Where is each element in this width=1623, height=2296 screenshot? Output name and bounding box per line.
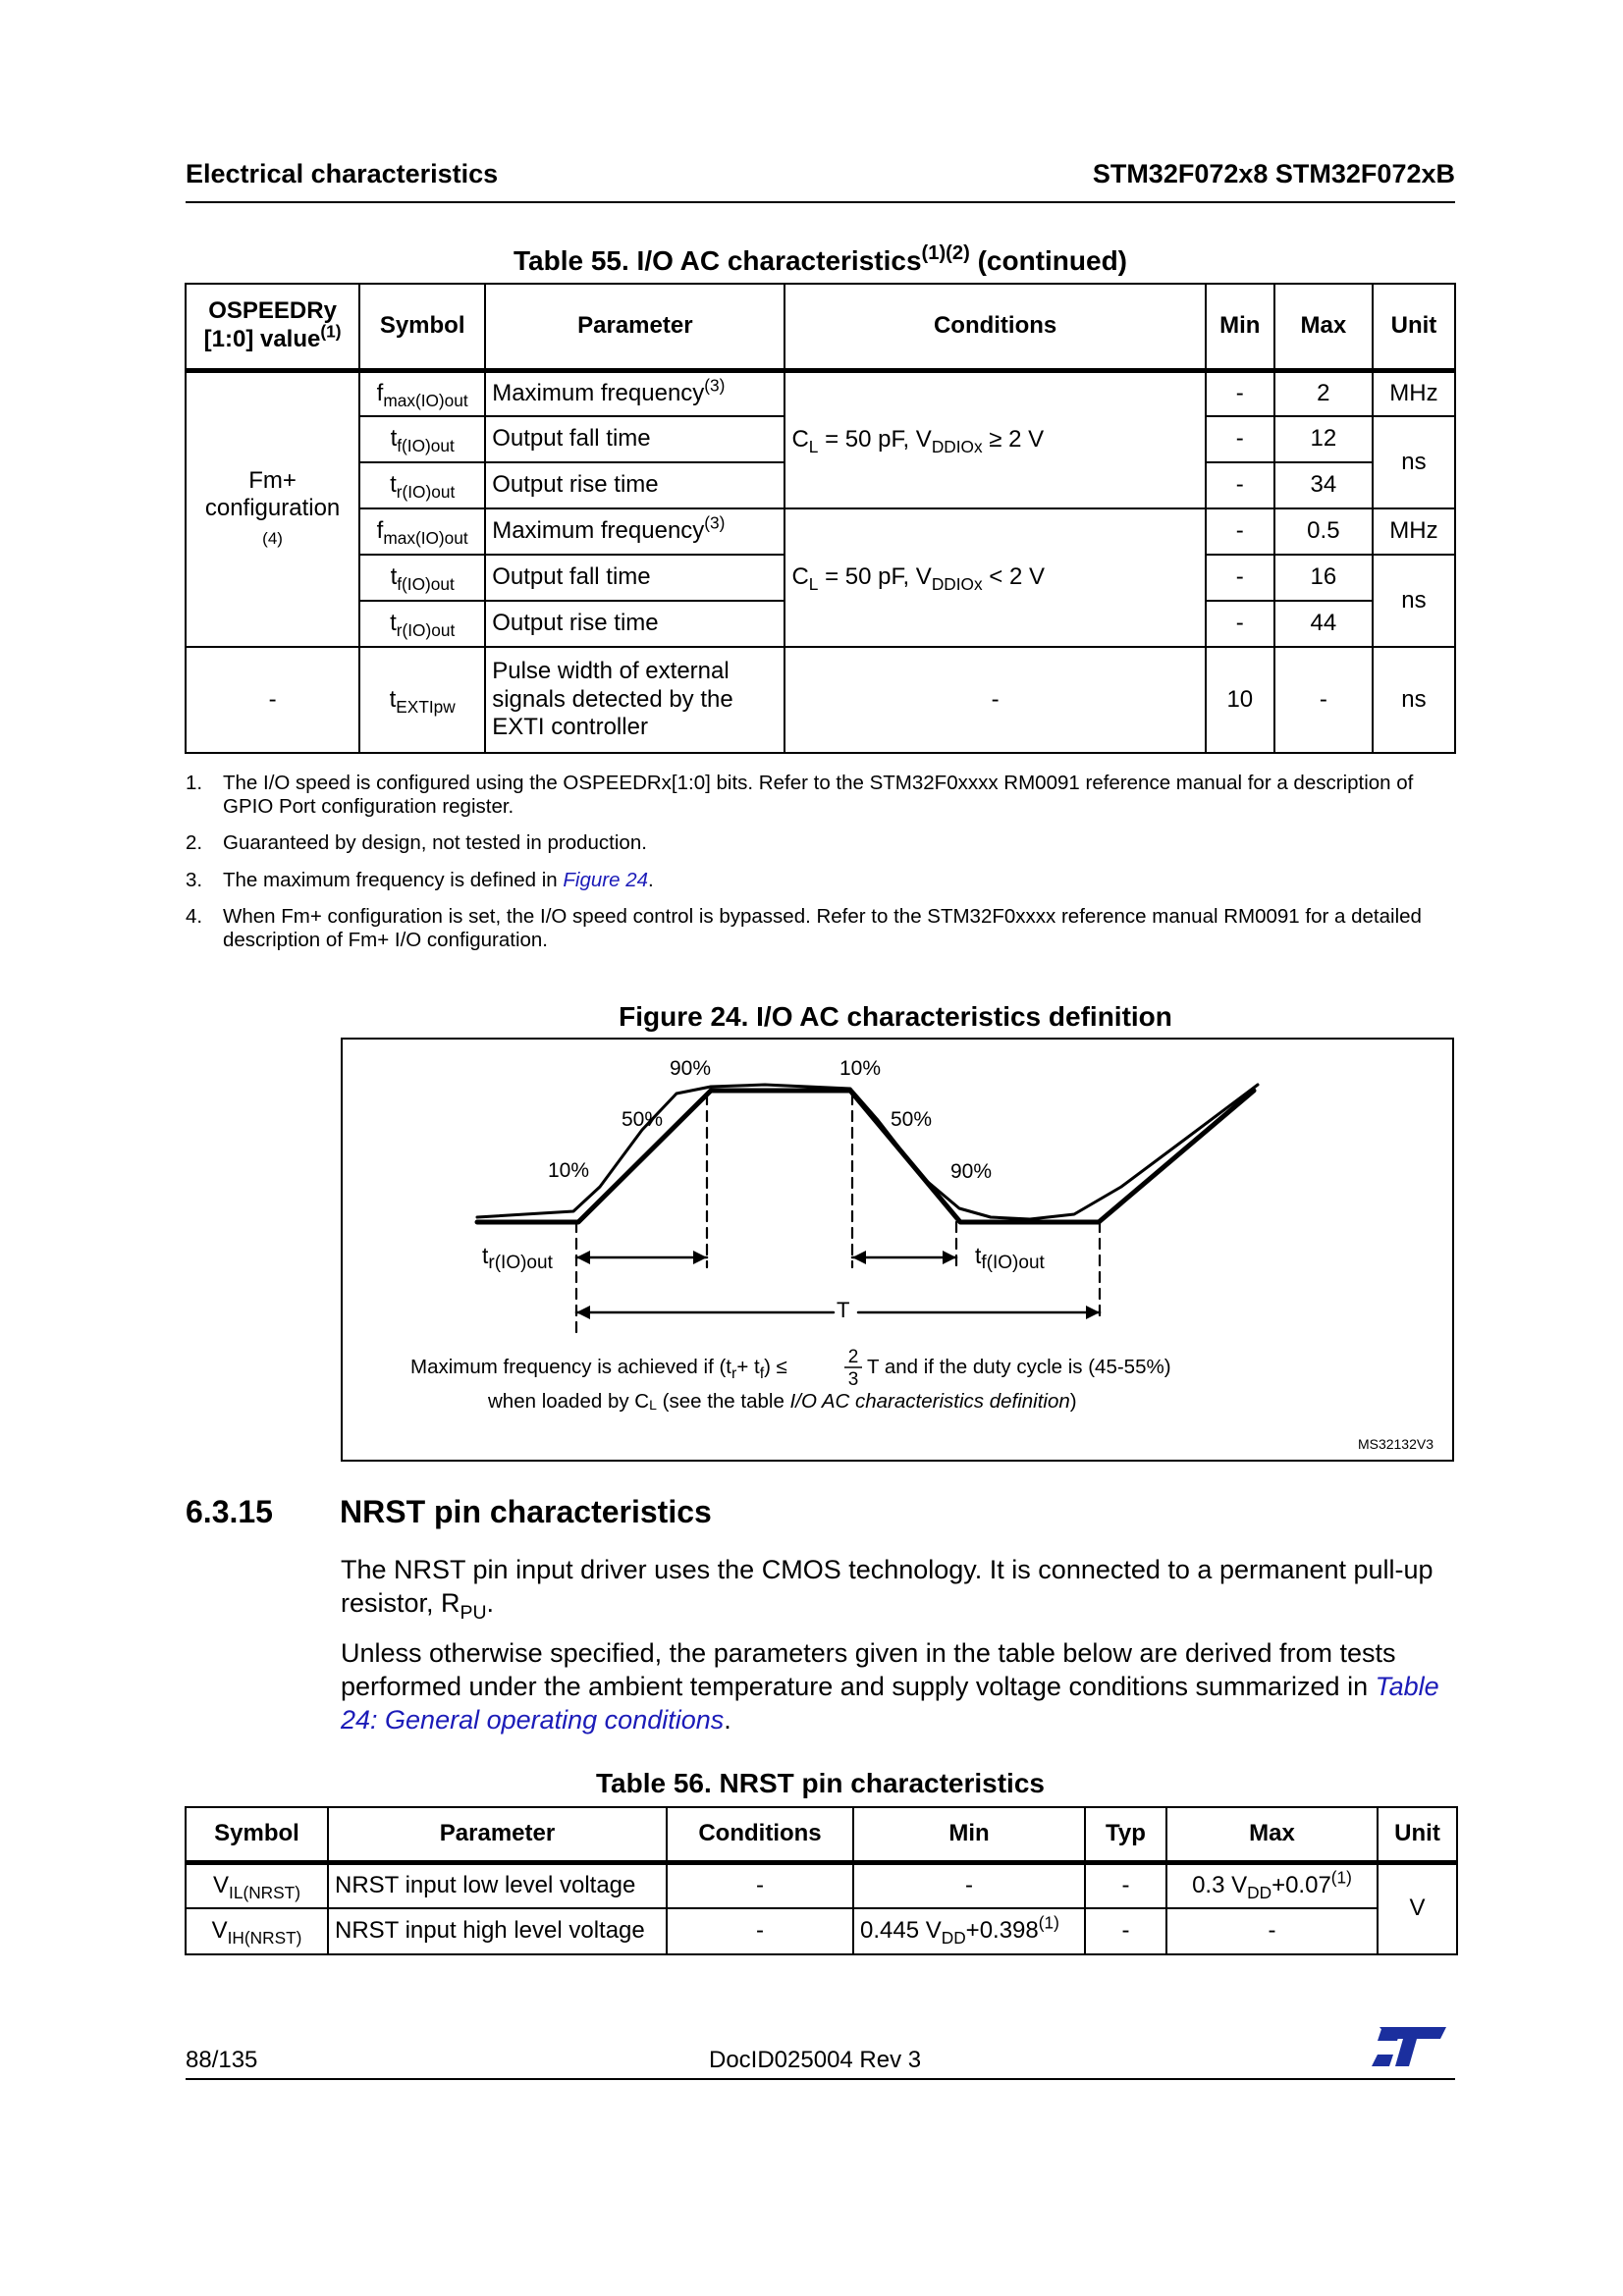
max-cell: - bbox=[1274, 647, 1373, 753]
header-conditions: Conditions bbox=[784, 284, 1205, 370]
footnote-1: 1. The I/O speed is configured using the OSPEEDRx[1:0] bits. Refer to the STM32F0xxxx RM0091 reference manual for a description of GPIO Port configuration register. bbox=[186, 772, 1414, 818]
table-row bbox=[186, 647, 1455, 753]
parameter-cell: Output fall time bbox=[485, 555, 784, 601]
paragraph-1: The NRST pin input driver uses the CMOS technology. It is connected to a permanent pull-up resistor, $R_{PU}$. bbox=[341, 1555, 1434, 1624]
label-10-left: 10% bbox=[547, 1159, 590, 1182]
typ-cell: - bbox=[1085, 1908, 1166, 1954]
symbol-cell: $f_{max(IO)out}$ bbox=[359, 508, 485, 555]
section-heading: 6.3.15 NRST pin characteristics bbox=[186, 1494, 712, 1529]
footer-rule bbox=[186, 2078, 1455, 2080]
header-min: Min bbox=[1206, 284, 1274, 370]
min-cell: 0.445 $V_{DD}+0.398^{(1)}$ bbox=[853, 1908, 1085, 1954]
figure24-box bbox=[341, 1038, 1454, 1462]
header-ospeedr: OSPEEDRy [1:0] value$^{(1)}$ bbox=[186, 284, 359, 370]
parameter-cell: Output rise time bbox=[485, 462, 784, 508]
parameter-cell: NRST input low level voltage bbox=[328, 1862, 667, 1908]
formula-line1-end: T and if the duty cycle is (45-55%) bbox=[867, 1356, 1171, 1378]
header-rule bbox=[186, 201, 1455, 203]
label-10-top: 10% bbox=[839, 1057, 882, 1080]
ospeedr-cell: - bbox=[186, 647, 359, 753]
header-symbol: Symbol bbox=[359, 284, 485, 370]
header-conditions: Conditions bbox=[667, 1807, 853, 1862]
st-logo bbox=[1370, 2025, 1448, 2068]
min-cell: - bbox=[1206, 555, 1274, 601]
max-cell: 44 bbox=[1274, 601, 1373, 647]
header-unit: Unit bbox=[1378, 1807, 1457, 1862]
min-cell: - bbox=[1206, 416, 1274, 462]
typ-cell: - bbox=[1085, 1862, 1166, 1908]
max-cell: 0.3 $V_{DD}+0.07^{(1)}$ bbox=[1166, 1862, 1378, 1908]
unit-cell: V bbox=[1378, 1862, 1457, 1954]
symbol-cell: $t_{EXTIpw}$ bbox=[359, 647, 485, 753]
formula-line1: Maximum frequency is achieved if $(t_r+ t_f)$ ≤ bbox=[410, 1356, 787, 1382]
header-unit: Unit bbox=[1373, 284, 1455, 370]
min-cell: - bbox=[853, 1862, 1085, 1908]
real-waveform bbox=[477, 1085, 1258, 1219]
conditions-cell: - bbox=[667, 1908, 853, 1954]
max-cell: 12 bbox=[1274, 416, 1373, 462]
footnote-4: 4. When Fm+ configuration is set, the I/O speed control is bypassed. Refer to the STM32F0xxxx reference manual RM0091 for a detailed description of Fm+ I/O configuration. bbox=[186, 905, 1422, 951]
unit-cell: ns bbox=[1373, 647, 1455, 753]
max-cell: 34 bbox=[1274, 462, 1373, 508]
footnote-3: 3. The maximum frequency is defined in Figure 24. bbox=[186, 868, 654, 891]
conditions-cell: - bbox=[667, 1862, 853, 1908]
symbol-cell: $t_{r(IO)out}$ bbox=[359, 462, 485, 508]
label-50-right: 50% bbox=[890, 1108, 933, 1131]
formula-line2: when loaded by CL (see the table I/O AC characteristics definition) bbox=[488, 1390, 1077, 1413]
symbol-cell: $t_{r(IO)out}$ bbox=[359, 601, 485, 647]
conditions-cell: - bbox=[784, 647, 1205, 753]
table-row bbox=[186, 508, 1455, 555]
symbol-cell: $t_{f(IO)out}$ bbox=[359, 416, 485, 462]
label-T: T bbox=[837, 1298, 850, 1322]
max-cell: 0.5 bbox=[1274, 508, 1373, 555]
label-90-left: 90% bbox=[669, 1057, 712, 1080]
symbol-cell: $V_{IL(NRST)}$ bbox=[186, 1862, 328, 1908]
parameter-cell: NRST input high level voltage bbox=[328, 1908, 667, 1954]
table24-link[interactable]: Table 24: General operating conditions bbox=[341, 1672, 1439, 1735]
label-tr: $t_{r(IO)out}$ bbox=[482, 1243, 553, 1273]
header-min: Min bbox=[853, 1807, 1085, 1862]
running-header-right: STM32F072x8 STM32F072xB bbox=[1092, 159, 1455, 188]
table-row bbox=[186, 370, 1455, 416]
parameter-cell: Maximum frequency$^{(3)}$ bbox=[485, 508, 784, 555]
figure24-caption: Figure 24. I/O AC characteristics definition bbox=[619, 1001, 1172, 1032]
min-cell: - bbox=[1206, 508, 1274, 555]
parameter-cell: Maximum frequency$^{(3)}$ bbox=[485, 370, 784, 416]
label-50-left: 50% bbox=[621, 1108, 664, 1131]
timing-diagram bbox=[343, 1040, 1452, 1460]
fraction-denominator: 3 bbox=[847, 1369, 859, 1390]
min-cell: - bbox=[1206, 462, 1274, 508]
table56 bbox=[185, 1806, 1458, 1955]
ideal-waveform bbox=[477, 1091, 1254, 1222]
footnote-2: 2. Guaranteed by design, not tested in production. bbox=[186, 831, 647, 855]
symbol-cell: $V_{IH(NRST)}$ bbox=[186, 1908, 328, 1954]
symbol-cell: $f_{max(IO)out}$ bbox=[359, 370, 485, 416]
figure-code: MS32132V3 bbox=[1357, 1436, 1434, 1452]
unit-cell: MHz bbox=[1373, 370, 1455, 416]
label-tf: $t_{f(IO)out}$ bbox=[975, 1243, 1045, 1273]
min-cell: - bbox=[1206, 370, 1274, 416]
group-fm-plus: Fm+ configuration (4) bbox=[186, 370, 359, 647]
parameter-cell: Pulse width of external signals detected by the EXTI controller bbox=[485, 647, 784, 753]
max-cell: 16 bbox=[1274, 555, 1373, 601]
header-typ: Typ bbox=[1085, 1807, 1166, 1862]
header-max: Max bbox=[1166, 1807, 1378, 1862]
figure24-link[interactable]: Figure 24 bbox=[563, 868, 648, 891]
table55-notes bbox=[186, 772, 1462, 965]
header-parameter: Parameter bbox=[328, 1807, 667, 1862]
header-max: Max bbox=[1274, 284, 1373, 370]
doc-id: DocID025004 Rev 3 bbox=[709, 2047, 922, 2073]
unit-cell: MHz bbox=[1373, 508, 1455, 555]
header-symbol: Symbol bbox=[186, 1807, 328, 1862]
conditions-cell: $C_L = 50$ pF, $V_{DDIOx} < 2$ V bbox=[784, 508, 1205, 647]
symbol-cell: $t_{f(IO)out}$ bbox=[359, 555, 485, 601]
table56-caption: Table 56. NRST pin characteristics bbox=[596, 1768, 1045, 1798]
page-number: 88/135 bbox=[186, 2047, 258, 2073]
fraction-numerator: 2 bbox=[847, 1347, 859, 1367]
conditions-cell: $C_L = 50$ pF, $V_{DDIOx} \ge 2$ V bbox=[784, 370, 1205, 508]
table-row bbox=[186, 1908, 1457, 1954]
table55-caption: Table 55. I/O AC characteristics$^{(1)(2)}$ (continued) bbox=[514, 241, 1127, 276]
paragraph-2: Unless otherwise specified, the parameters given in the table below are derived from tests performed under the ambient temperature and supply voltage conditions summarized in Table 24: General operating conditions. bbox=[341, 1638, 1439, 1735]
unit-cell: ns bbox=[1373, 555, 1455, 647]
min-cell: 10 bbox=[1206, 647, 1274, 753]
table55 bbox=[185, 283, 1456, 754]
min-cell: - bbox=[1206, 601, 1274, 647]
unit-cell: ns bbox=[1373, 416, 1455, 508]
max-cell: - bbox=[1166, 1908, 1378, 1954]
label-90-right: 90% bbox=[949, 1160, 993, 1183]
max-cell: 2 bbox=[1274, 370, 1373, 416]
table-row bbox=[186, 1862, 1457, 1908]
running-header-left: Electrical characteristics bbox=[186, 159, 499, 188]
parameter-cell: Output rise time bbox=[485, 601, 784, 647]
parameter-cell: Output fall time bbox=[485, 416, 784, 462]
header-parameter: Parameter bbox=[485, 284, 784, 370]
